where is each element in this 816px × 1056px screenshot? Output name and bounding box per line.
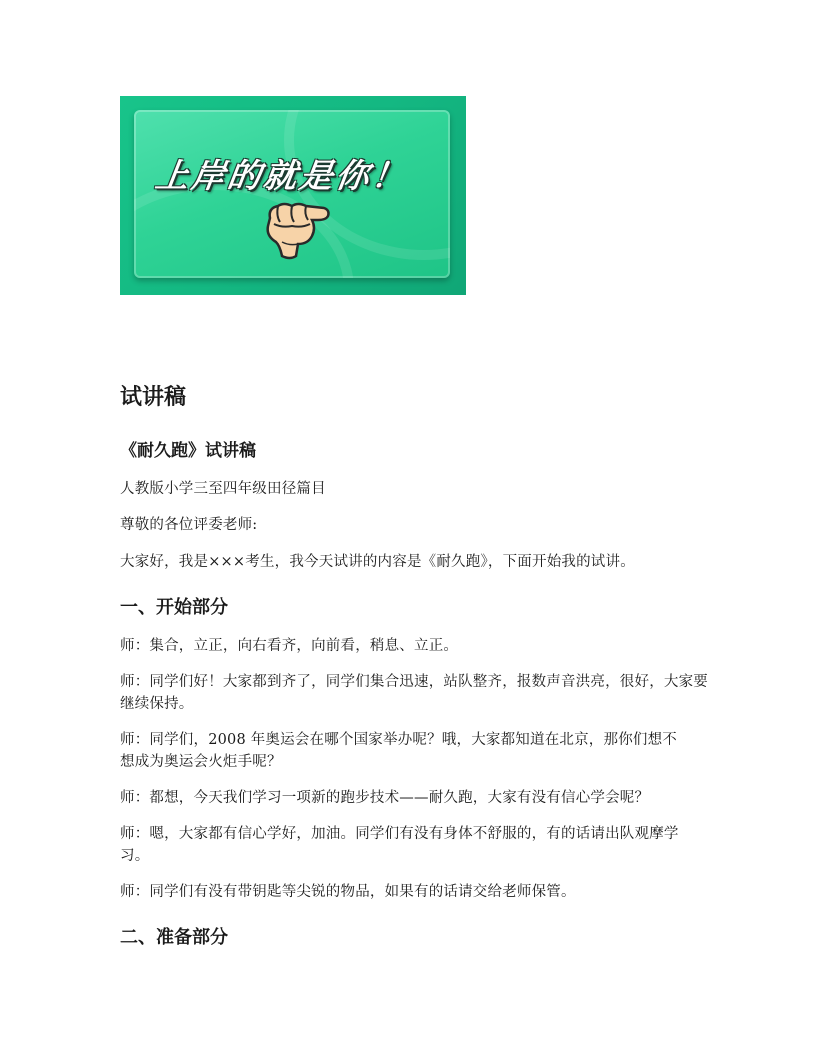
greeting: 尊敬的各位评委老师: <box>120 517 258 533</box>
dialogue-line: 师：集合，立正，向右看齐，向前看，稍息、立正。 <box>120 638 459 654</box>
section-heading-prepare: 二、准备部分 <box>120 927 228 948</box>
document-heading: 试讲稿 <box>120 385 187 410</box>
pointing-fist-icon <box>262 198 332 262</box>
section-heading-start: 一、开始部分 <box>120 597 228 618</box>
lesson-title: 《耐久跑》试讲稿 <box>120 441 256 461</box>
document-page <box>120 96 710 948</box>
dialogue-line: 师：都想，今天我们学习一项新的跑步技术——耐久跑，大家有没有信心学会呢？ <box>120 790 650 806</box>
banner-title: 上岸的就是你！ <box>152 156 411 195</box>
dialogue-line: 师：同学们好！大家都到齐了，同学们集合迅速，站队整齐，报数声音洪亮，很好，大家要继续保持。 <box>120 674 708 712</box>
dialogue-line: 师：同学们有没有带钥匙等尖锐的物品，如果有的话请交给老师保管。 <box>120 884 576 900</box>
banner-card <box>134 110 450 278</box>
intro-paragraph: 大家好，我是×××考生，我今天试讲的内容是《耐久跑》，下面开始我的试讲。 <box>120 554 635 570</box>
dialogue-line: 师：同学们，2008 年奥运会在哪个国家举办呢？哦，大家都知道在北京，那你们想不想成为奥运会火炬手呢？ <box>120 732 678 770</box>
dialogue-line: 师：嗯，大家都有信心学好，加油。同学们有没有身体不舒服的，有的话请出队观摩学习。 <box>120 826 679 864</box>
promo-banner <box>120 96 466 295</box>
textbook-source: 人教版小学三至四年级田径篇目 <box>120 481 326 497</box>
